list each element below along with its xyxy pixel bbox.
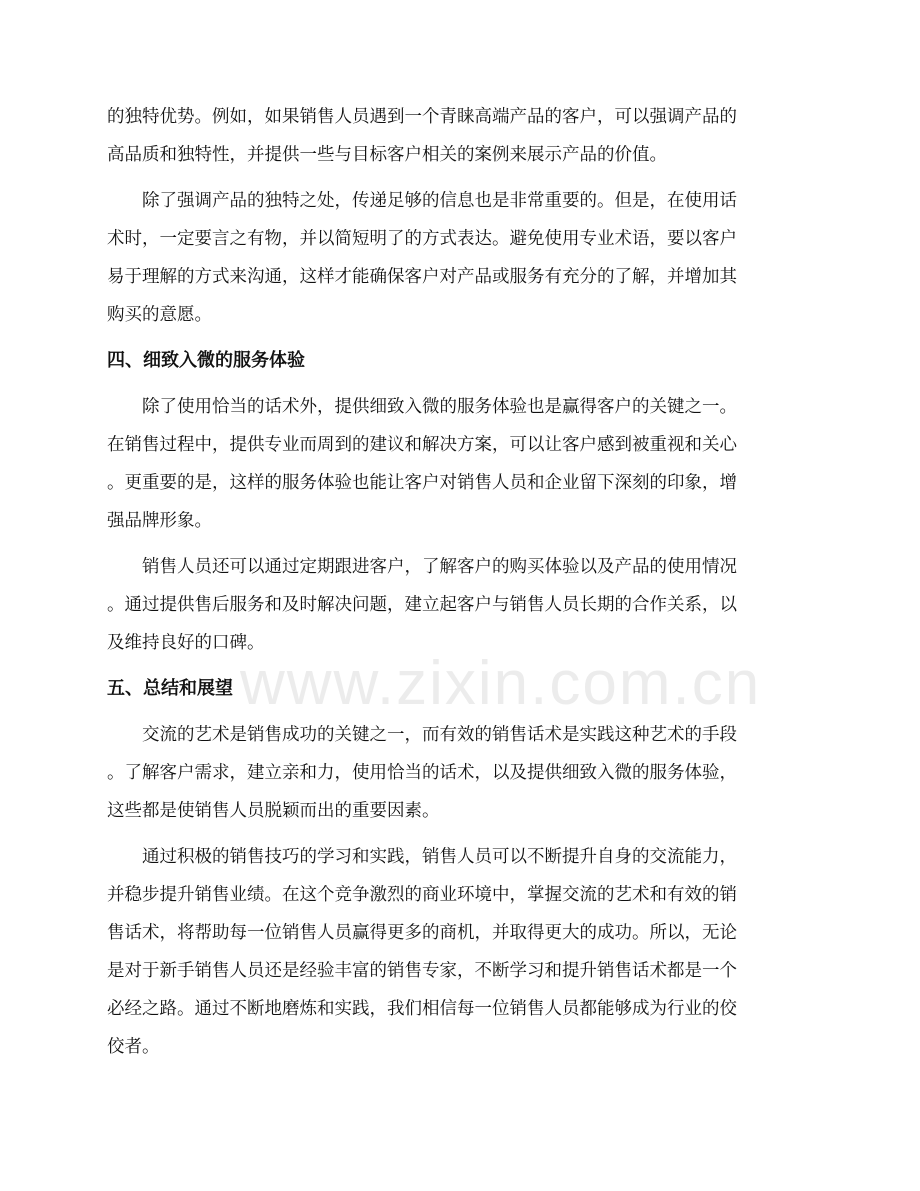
document-body [107, 98, 827, 1074]
text-line: 销售人员还可以通过定期跟进客户，了解客户的购买体验以及产品的使用情况 [107, 557, 737, 577]
text-line: 高品质和独特性，并提供一些与目标客户相关的案例来展示产品的价值。 [107, 145, 667, 165]
text-line: 术时，一定要言之有物，并以简短明了的方式表达。避免使用专业术语，要以客户 [107, 229, 737, 249]
text-line: 的独特优势。例如，如果销售人员遇到一个青睐高端产品的客户，可以强调产品的 [107, 107, 737, 127]
text-line: 除了强调产品的独特之处，传递足够的信息也是非常重要的。但是，在使用话 [107, 191, 737, 211]
text-line: 通过积极的销售技巧的学习和实践，销售人员可以不断提升自身的交流能力， [107, 847, 737, 867]
section-heading [107, 342, 827, 380]
text-line: 交流的艺术是销售成功的关键之一，而有效的销售话术是实践这种艺术的手段 [107, 725, 737, 745]
text-line: 售话术，将帮助每一位销售人员赢得更多的商机，并取得更大的成功。所以，无论 [107, 923, 737, 943]
text-line: 必经之路。通过不断地磨炼和实践，我们相信每一位销售人员都能够成为行业的佼 [107, 999, 737, 1019]
text-line: 。通过提供售后服务和及时解决问题，建立起客户与销售人员长期的合作关系，以 [107, 595, 737, 615]
text-line: 佼者。 [107, 1037, 160, 1057]
section-heading [107, 670, 827, 708]
text-line: 易于理解的方式来沟通，这样才能确保客户对产品或服务有充分的了解，并增加其 [107, 267, 737, 287]
text-line: 及维持良好的口碑。 [107, 633, 265, 653]
paragraph [107, 716, 827, 830]
paragraph [107, 388, 827, 540]
watermark: www.zixin.com.cn [240, 649, 762, 718]
text-line: 除了使用恰当的话术外，提供细致入微的服务体验也是赢得客户的关键之一。 [107, 397, 737, 417]
text-line: 是对于新手销售人员还是经验丰富的销售专家，不断学习和提升销售话术都是一个 [107, 961, 737, 981]
paragraph [107, 838, 827, 1066]
text-line: 四、细致入微的服务体验 [107, 350, 305, 371]
paragraph [107, 182, 827, 334]
text-line: 。了解客户需求，建立亲和力，使用恰当的话术，以及提供细致入微的服务体验， [107, 763, 737, 783]
text-line: 。更重要的是，这样的服务体验也能让客户对销售人员和企业留下深刻的印象，增 [107, 473, 737, 493]
text-line: 购买的意愿。 [107, 305, 212, 325]
text-line: 强品牌形象。 [107, 511, 212, 531]
text-line: 五、总结和展望 [107, 678, 233, 699]
paragraph [107, 98, 827, 174]
text-line: 并稳步提升销售业绩。在这个竞争激烈的商业环境中，掌握交流的艺术和有效的销 [107, 885, 737, 905]
text-line: 在销售过程中，提供专业而周到的建议和解决方案，可以让客户感到被重视和关心 [107, 435, 737, 455]
paragraph [107, 548, 827, 662]
text-line: 这些都是使销售人员脱颖而出的重要因素。 [107, 801, 440, 821]
